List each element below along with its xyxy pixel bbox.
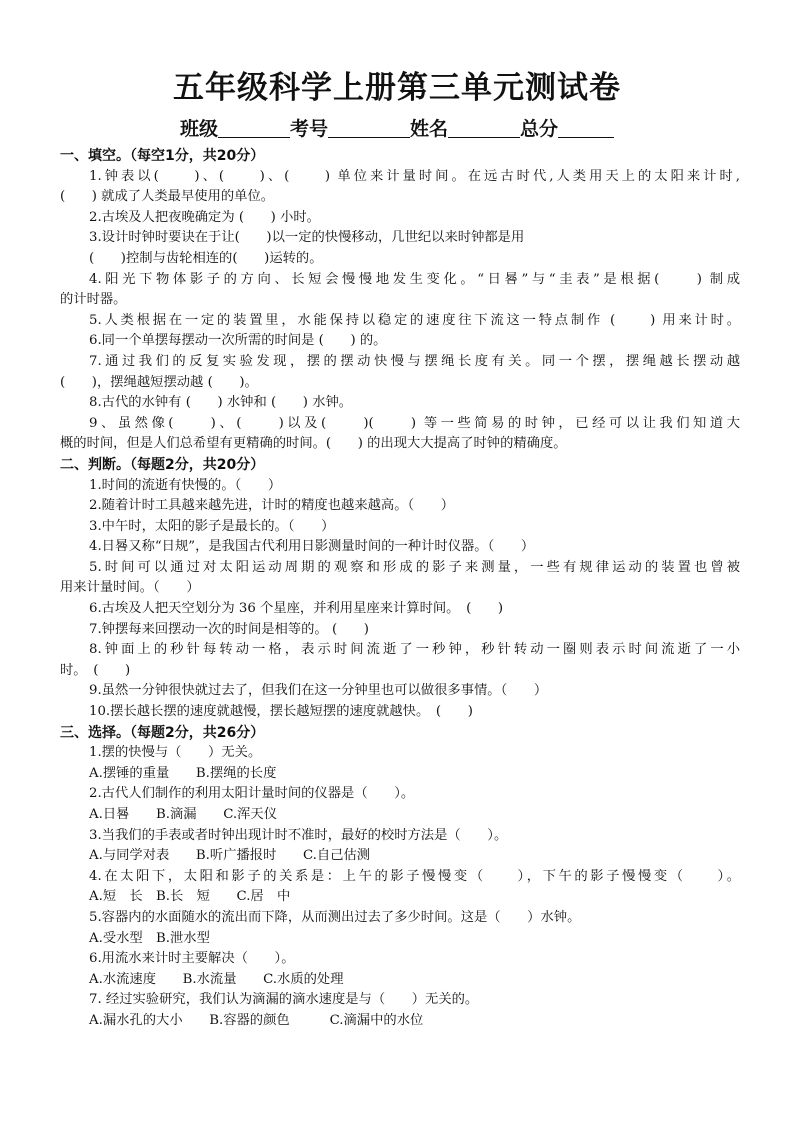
exam-content (60, 146, 740, 1032)
option-line: A.水流速度 B.水流量 C.水质的处理 (89, 971, 344, 987)
question-line: 7.通过我们的反复实验发现，摆的摆动快慢与摆绳长度有关。同一个摆，摆绳越长摆动越 (89, 353, 740, 369)
question-line: 3.中午时，太阳的影子是最长的。（ ） (89, 518, 335, 534)
question-line: 6.古埃及人把天空划分为 36 个星座，并利用星座来计算时间。 ( ) (89, 601, 504, 617)
question-line: 3.设计时钟时要诀在于让( )以一定的快慢移动，几世纪以来时钟都是用 (89, 230, 525, 246)
question-line: 7. 经过实验研究，我们认为滴漏的滴水速度是与（ ）无关的。 (89, 992, 479, 1008)
question-line: 4.日晷又称“日规”，是我国古代利用日影测量时间的一种计时仪器。（ ） (89, 539, 535, 555)
question-line: 2.古代人们制作的利用太阳计量时间的仪器是（ ）。 (89, 786, 415, 802)
exam-no-blank[interactable] (328, 119, 410, 138)
exam-no-label: 考号 (289, 118, 328, 140)
section-heading: 二、判断。（每题2分，共20分） (60, 456, 265, 473)
score-blank[interactable] (558, 119, 614, 138)
option-line: A.受水型 B.泄水型 (89, 930, 210, 946)
question-line: 2.随着计时工具越来越先进，计时的精度也越来越高。（ ） (89, 498, 455, 514)
question-line: 2.古埃及人把夜晚确定为 ( ) 小时。 (89, 209, 320, 225)
option-line: A.与同学对表 B.听广播报时 C.自己估测 (89, 848, 371, 864)
question-line: 4.在太阳下，太阳和影子的关系是：上午的影子慢慢变（ ），下午的影子慢慢变（ ）。 (89, 868, 740, 884)
section-heading: 三、选择。（每题2分，共26分） (60, 724, 265, 741)
question-line: 概的时间，但是人们总希望有更精确的时间。( ) 的出现大大提高了时钟的精确度。 (60, 436, 567, 452)
question-line: 6.用流水来计时主要解决（ ）。 (89, 951, 295, 967)
question-line: 7.钟摆每来回摆动一次的时间是相等的。 ( ) (89, 621, 369, 637)
question-line: 1.时间的流逝有快慢的。（ ） (89, 477, 282, 493)
question-line: 1.摆的快慢与（ ）无关。 (89, 745, 262, 761)
option-line: A.摆锤的重量 B.摆绳的长度 (89, 765, 277, 781)
question-line: 3.当我们的手表或者时钟出现计时不准时，最好的校时方法是（ ）。 (89, 827, 508, 843)
name-blank[interactable] (448, 119, 520, 138)
question-line: 的计时器。 (60, 292, 127, 308)
question-line: 8.古代的水钟有 ( ) 水钟和 ( ) 水钟。 (89, 395, 353, 411)
name-label: 姓名 (410, 118, 449, 140)
question-line: ( )，摆绳越短摆动越 ( )。 (60, 374, 258, 390)
question-line: 9、虽然像( )、( )以及( )( ) 等一些简易的时钟，已经可以让我们知道大 (89, 415, 740, 431)
question-line: 4.阳光下物体影子的方向、长短会慢慢地发生变化。“日晷”与“圭表”是根据( ) 制成 (89, 271, 740, 287)
section-true-false (60, 455, 740, 723)
question-line: 9.虽然一分钟很快就过去了，但我们在这一分钟里也可以做很多事情。（ ） (89, 683, 548, 699)
question-line: 6.同一个单摆每摆动一次所需的时间是 ( ) 的。 (89, 333, 387, 349)
option-line: A.短 长 B.长 短 C.居 中 (89, 889, 291, 905)
section-fill-in (60, 146, 740, 455)
question-line: 用来计量时间。（ ） (60, 580, 200, 596)
question-line: 10.摆长越长摆的速度就越慢，摆长越短摆的速度就越快。 ( ) (89, 704, 473, 720)
question-line: ( )控制与齿轮相连的( )运转的。 (89, 250, 323, 266)
question-line: 1.钟表以( )、( )、( ) 单位来计量时间。在远古时代,人类用天上的太阳来计时, (89, 168, 740, 184)
section-heading: 一、填空。（每空1分，共20分） (60, 148, 265, 164)
question-line: 5.人类根据在一定的装置里，水能保持以稳定的速度往下流这一特点制作 ( ) 用来计时。 (89, 312, 740, 328)
class-blank[interactable] (218, 119, 290, 138)
option-line: A.日晷 B.滴漏 C.浑天仪 (89, 807, 278, 822)
page-title: 五年级科学上册第三单元测试卷 (173, 70, 621, 106)
score-label: 总分 (520, 118, 559, 140)
question-line: 时。 ( ) (60, 662, 131, 678)
question-line: 8.钟面上的秒针每转动一格，表示时间流逝了一秒钟，秒针转动一圈则表示时间流逝了一小 (89, 642, 740, 658)
option-line: A.漏水孔的大小 B.容器的颜色 C.滴漏中的水位 (89, 1012, 424, 1028)
question-line: 5.容器内的水面随水的流出而下降，从而测出过去了多少时间。这是（ ）水钟。 (89, 909, 581, 925)
question-line: 5.时间可以通过对太阳运动周期的观察和形成的影子来测量，一些有规律运动的装置也曾被 (89, 559, 740, 575)
class-label: 班级 (179, 118, 218, 140)
section-multiple-choice (60, 723, 740, 1032)
student-info-row (0, 114, 794, 141)
question-line: ( ) 就成了人类最早使用的单位。 (60, 189, 275, 205)
